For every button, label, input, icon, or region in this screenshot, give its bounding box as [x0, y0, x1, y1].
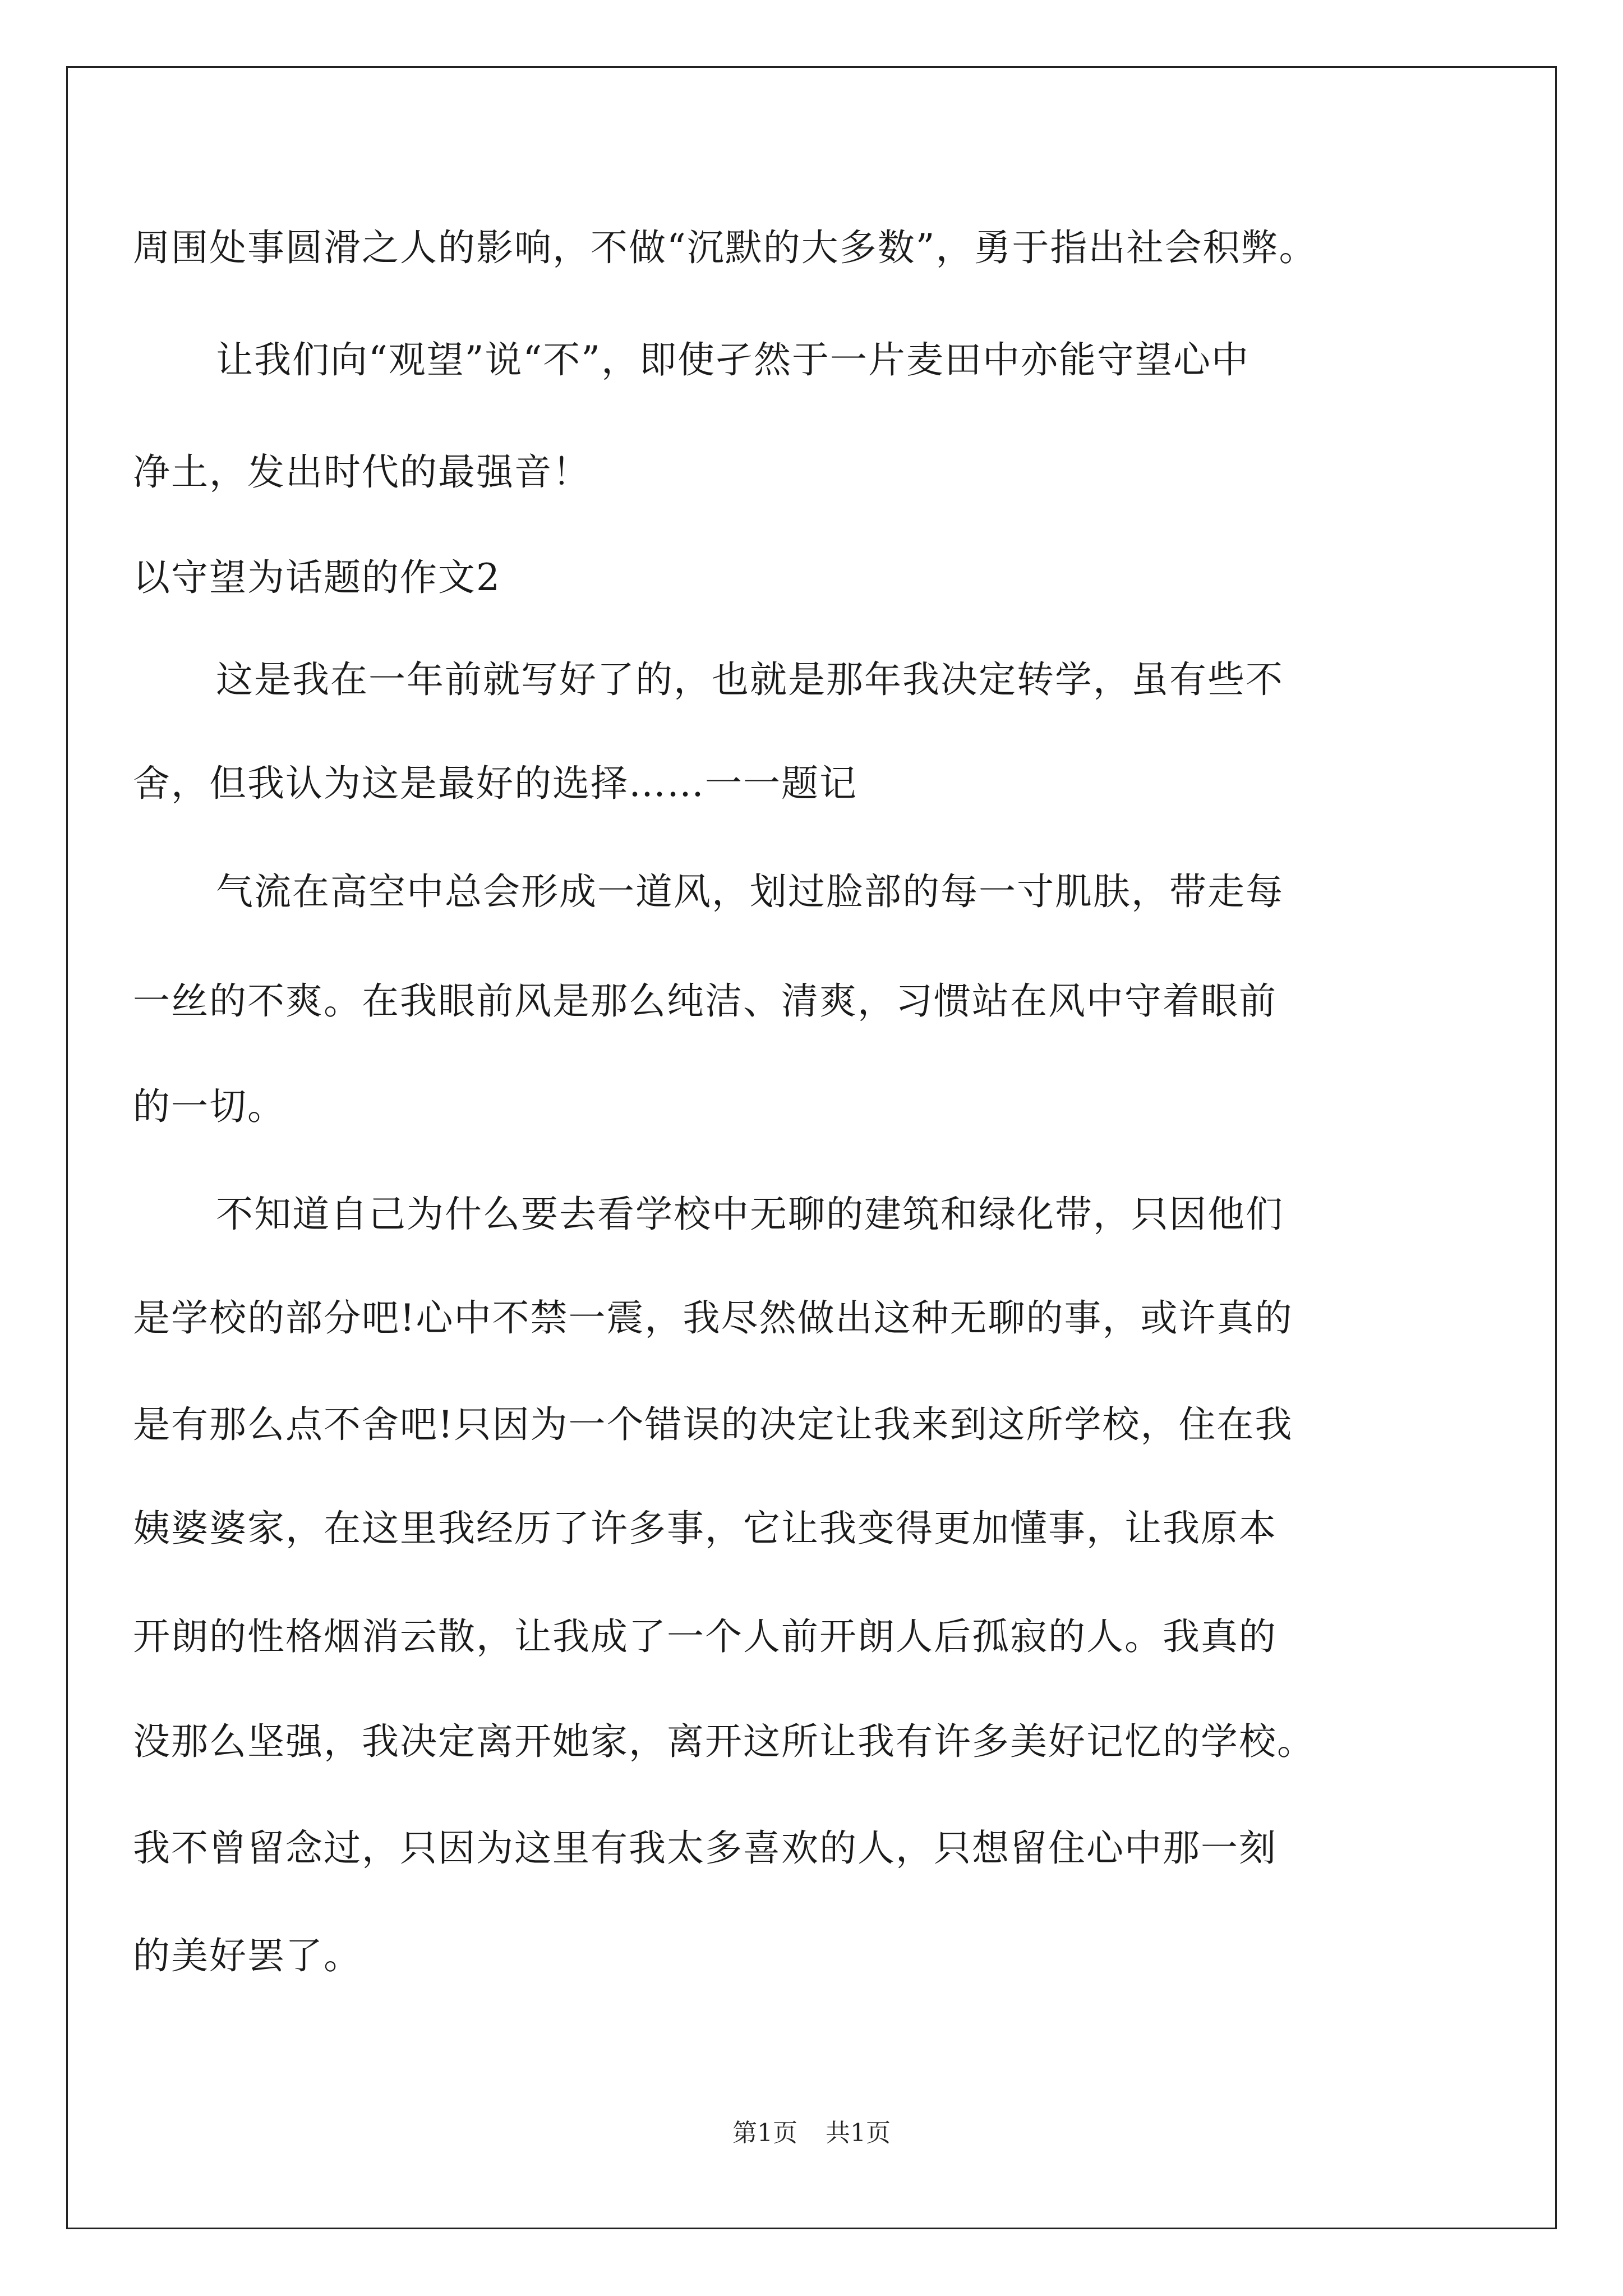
paragraph-line: 净土，发出时代的最强音！ — [133, 450, 591, 494]
paragraph-line: 让我们向“观望”说“不”，即使孑然于一片麦田中亦能守望心中 — [216, 338, 1249, 381]
page-border — [66, 66, 1557, 2229]
paragraph-line: 我不曾留念过，只因为这里有我太多喜欢的人，只想留住心中那一刻 — [133, 1826, 1277, 1870]
page-total: 共1页 — [826, 2119, 891, 2147]
page-footer — [0, 2118, 1623, 2149]
paragraph-line: 周围处事圆滑之人的影响，不做“沉默的大多数”，勇于指出社会积弊。 — [133, 226, 1317, 269]
paragraph-line: 这是我在一年前就写好了的，也就是那年我决定转学，虽有些不 — [216, 658, 1284, 701]
paragraph-line: 不知道自己为什么要去看学校中无聊的建筑和绿化带，只因他们 — [216, 1193, 1284, 1236]
paragraph-line: 气流在高空中总会形成一道风，划过脸部的每一寸肌肤，带走每 — [216, 870, 1284, 913]
paragraph-line: 没那么坚强，我决定离开她家，离开这所让我有许多美好记忆的学校。 — [133, 1720, 1315, 1763]
paragraph-line: 的美好罢了。 — [133, 1934, 362, 1977]
paragraph-line: 是有那么点不舍吧!只因为一个错误的决定让我来到这所学校，住在我 — [133, 1403, 1293, 1446]
paragraph-line: 开朗的性格烟消云散，让我成了一个人前开朗人后孤寂的人。我真的 — [133, 1615, 1277, 1658]
paragraph-line: 是学校的部分吧!心中不禁一震，我尽然做出这种无聊的事，或许真的 — [133, 1296, 1293, 1340]
page-number: 第1页 — [732, 2119, 797, 2147]
paragraph-line: 一丝的不爽。在我眼前风是那么纯洁、清爽，习惯站在风中守着眼前 — [133, 979, 1277, 1023]
paragraph-line: 舍，但我认为这是最好的选择……一一题记 — [133, 762, 857, 805]
paragraph-line: 的一切。 — [133, 1085, 285, 1128]
section-heading: 以守望为话题的作文2 — [133, 556, 501, 599]
paragraph-line: 姨婆婆家，在这里我经历了许多事，它让我变得更加懂事，让我原本 — [133, 1507, 1277, 1550]
